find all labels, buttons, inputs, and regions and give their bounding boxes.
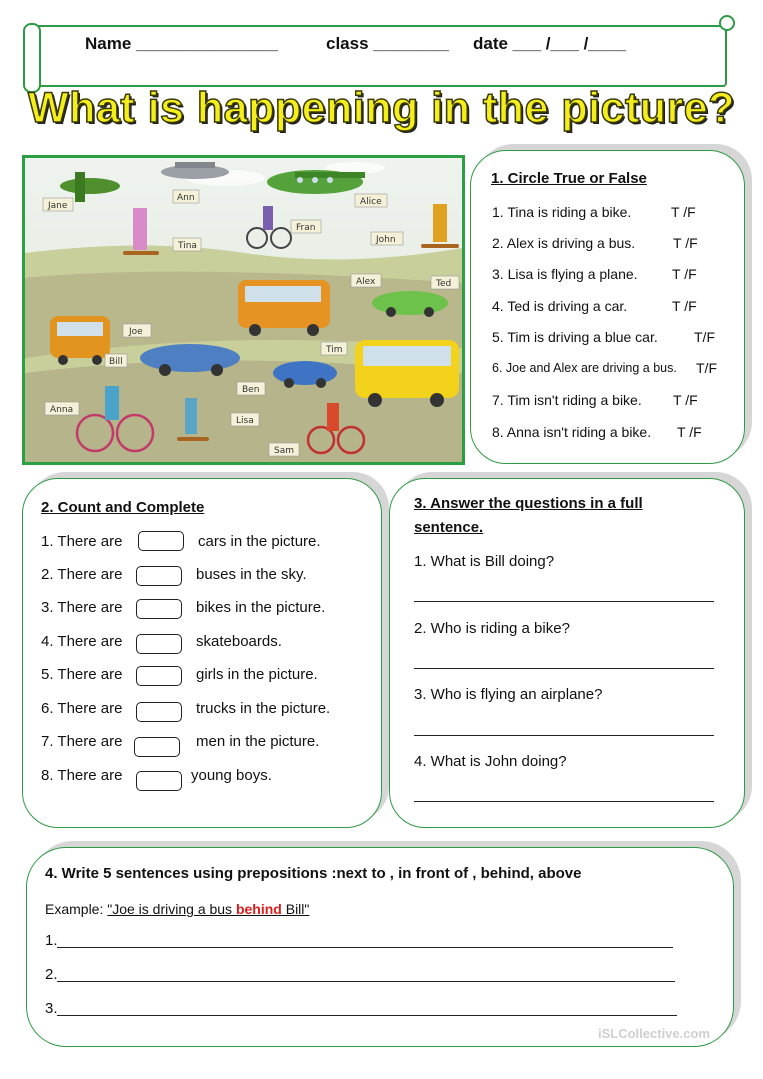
bus-orange-middle	[238, 280, 330, 336]
tf-choice-4[interactable]: T /F	[672, 298, 697, 314]
write-line-2[interactable]	[57, 981, 675, 982]
count-item-2-prefix: 2. There are	[41, 566, 123, 583]
tag-fran: Fran	[296, 223, 316, 233]
count-box-5[interactable]	[136, 666, 182, 686]
tag-ben: Ben	[242, 385, 260, 395]
count-box-2[interactable]	[136, 566, 182, 586]
bus-orange-left	[50, 316, 110, 365]
tf-item-4: 4. Ted is driving a car.	[492, 298, 628, 314]
banner-curl-right	[719, 15, 735, 31]
tag-tim: Tim	[326, 345, 343, 355]
example-part2: Bill"	[281, 901, 310, 917]
scene-illustration	[25, 158, 462, 462]
bus-yellow-right	[355, 340, 459, 407]
page-title: What is happening in the picture?	[28, 84, 735, 132]
tag-jane: Jane	[48, 201, 68, 211]
tf-item-2: 2. Alex is driving a bus.	[492, 235, 636, 251]
count-box-7[interactable]	[134, 737, 180, 757]
question-3: 3. Who is flying an airplane?	[414, 686, 603, 703]
section4-title: 4. Write 5 sentences using prepositions :next to , in front of , behind, above	[45, 865, 582, 882]
count-item-8-prefix: 8. There are	[41, 767, 123, 784]
tf-choice-1[interactable]: T /F	[671, 204, 696, 220]
tag-tina: Tina	[178, 241, 197, 251]
question-1: 1. What is Bill doing?	[414, 553, 555, 570]
tf-choice-2[interactable]: T /F	[673, 235, 698, 251]
tag-john: John	[376, 235, 396, 245]
tf-choice-8[interactable]: T /F	[677, 424, 702, 440]
question-2: 2. Who is riding a bike?	[414, 620, 570, 637]
count-item-5-suffix: girls in the picture.	[196, 666, 318, 683]
section1-title: 1. Circle True or False	[491, 170, 647, 187]
count-item-3-prefix: 3. There are	[41, 599, 123, 616]
tag-alex: Alex	[356, 277, 376, 287]
count-box-3[interactable]	[136, 599, 182, 619]
section3-title-line2: sentence.	[414, 519, 484, 536]
count-item-2-suffix: buses in the sky.	[196, 566, 307, 583]
banner-curl-left	[23, 23, 41, 93]
tag-sam: Sam	[274, 446, 294, 456]
class-field-label[interactable]: class ________	[326, 34, 449, 53]
example-line	[45, 901, 309, 917]
tf-choice-5[interactable]: T/F	[694, 329, 715, 345]
tag-ann: Ann	[177, 193, 195, 203]
answer-line-2[interactable]	[414, 668, 714, 669]
scene-picture	[22, 155, 465, 465]
answer-line-4[interactable]	[414, 801, 714, 802]
tag-bill: Bill	[109, 357, 123, 367]
example-label: Example:	[45, 901, 104, 917]
section2-title: 2. Count and Complete	[41, 499, 205, 516]
count-box-8[interactable]	[136, 771, 182, 791]
count-item-7-suffix: men in the picture.	[196, 733, 320, 750]
count-item-1-suffix: cars in the picture.	[198, 533, 321, 550]
count-box-1[interactable]	[138, 531, 184, 551]
count-item-4-prefix: 4. There are	[41, 633, 123, 650]
tf-choice-3[interactable]: T /F	[672, 266, 697, 282]
count-item-4-suffix: skateboards.	[196, 633, 282, 650]
tf-choice-7[interactable]: T /F	[673, 392, 698, 408]
example-part1: "Joe is driving a bus	[107, 901, 236, 917]
write-label-3: 3.	[45, 1000, 58, 1017]
count-item-5-prefix: 5. There are	[41, 666, 123, 683]
watermark: iSLCollective.com	[598, 1026, 710, 1041]
answer-line-3[interactable]	[414, 735, 714, 736]
count-item-6-suffix: trucks in the picture.	[196, 700, 331, 717]
answer-line-1[interactable]	[414, 601, 714, 602]
section3-title-line1: 3. Answer the questions in a full	[414, 495, 643, 512]
count-item-6-prefix: 6. There are	[41, 700, 123, 717]
count-item-8-suffix: young boys.	[191, 767, 272, 784]
tf-item-7: 7. Tim isn't riding a bike.	[492, 392, 642, 408]
tf-item-6: 6. Joe and Alex are driving a bus.	[492, 361, 677, 375]
example-sentence	[107, 901, 309, 917]
tf-item-3: 3. Lisa is flying a plane.	[492, 266, 638, 282]
count-item-1-prefix: 1. There are	[41, 533, 123, 550]
tag-alice: Alice	[360, 197, 382, 207]
date-field-label[interactable]: date ___ /___ /____	[473, 34, 627, 53]
count-item-3-suffix: bikes in the picture.	[196, 599, 326, 616]
tf-item-1: 1. Tina is riding a bike.	[492, 204, 632, 220]
name-field-label[interactable]: Name _______________	[85, 34, 278, 53]
tag-anna: Anna	[50, 405, 74, 415]
count-box-6[interactable]	[136, 702, 182, 722]
count-item-7-prefix: 7. There are	[41, 733, 123, 750]
tf-item-5: 5. Tim is driving a blue car.	[492, 329, 658, 345]
write-line-3[interactable]	[57, 1015, 677, 1016]
write-label-2: 2.	[45, 966, 58, 983]
write-line-1[interactable]	[57, 947, 673, 948]
tf-item-8: 8. Anna isn't riding a bike.	[492, 424, 652, 440]
example-highlight: behind	[235, 901, 282, 917]
question-4: 4. What is John doing?	[414, 753, 567, 770]
tag-joe: Joe	[129, 327, 143, 337]
count-box-4[interactable]	[136, 634, 182, 654]
tf-choice-6[interactable]: T/F	[696, 360, 717, 376]
write-label-1: 1.	[45, 932, 58, 949]
tag-ted: Ted	[436, 279, 452, 289]
tag-lisa: Lisa	[236, 416, 254, 426]
